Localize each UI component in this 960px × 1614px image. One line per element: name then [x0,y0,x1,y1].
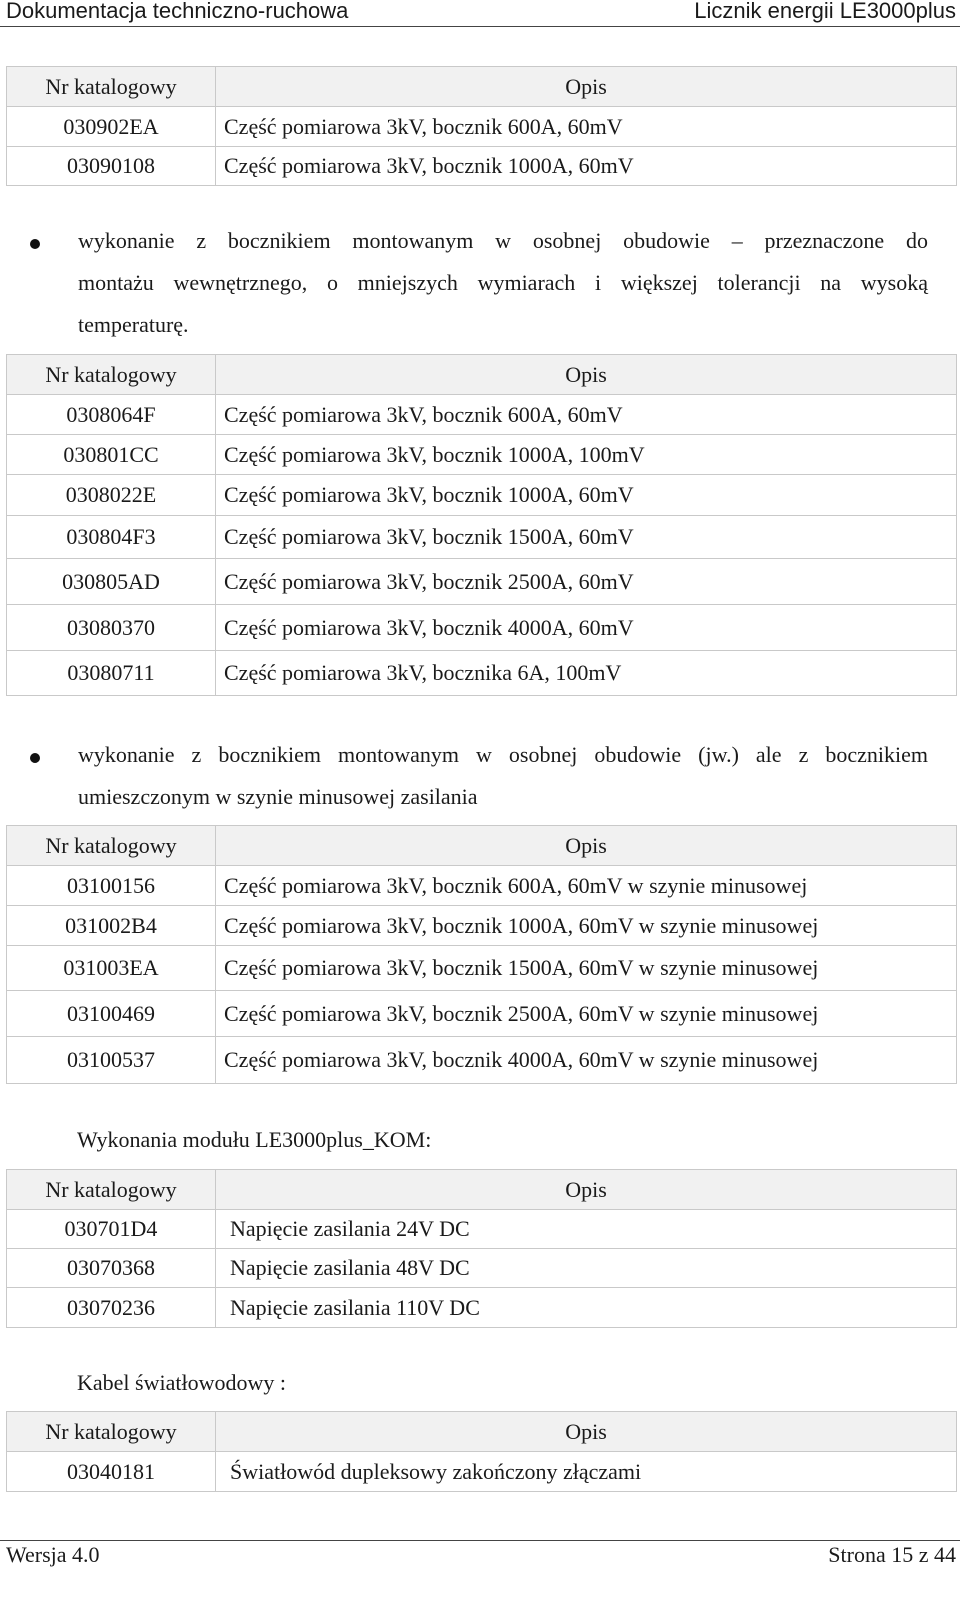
col-header-nr: Nr katalogowy [7,355,216,395]
bullet-1-line-3: temperaturę. [78,312,189,337]
catalog-number: 030902EA [7,107,216,147]
catalog-number: 030701D4 [7,1210,216,1249]
table-row [7,1249,957,1288]
description: Część pomiarowa 3kV, bocznik 4000A, 60mV w szynie minusowej [216,1037,957,1084]
catalog-number: 03040181 [7,1452,216,1492]
catalog-number: 03080370 [7,605,216,651]
description: Napięcie zasilania 48V DC [216,1249,957,1288]
catalog-number: 03100469 [7,991,216,1037]
section-heading-kom: Wykonania modułu LE3000plus_KOM: [77,1127,432,1152]
table-row [7,866,957,906]
col-header-nr: Nr katalogowy [7,67,216,107]
description: Napięcie zasilania 24V DC [216,1210,957,1249]
bullet-icon [30,753,40,763]
description: Część pomiarowa 3kV, bocznik 2500A, 60mV w szynie minusowej [216,991,957,1037]
catalog-number: 030805AD [7,559,216,605]
description: Część pomiarowa 3kV, bocznik 1500A, 60mV [216,516,957,559]
page-footer [0,1540,960,1614]
table-row [7,147,957,186]
table-header-row [7,1170,957,1210]
table-header-row [7,355,957,395]
description: Część pomiarowa 3kV, bocznik 600A, 60mV w szynie minusowej [216,866,957,906]
col-header-opis: Opis [216,1170,957,1210]
catalog-table-1 [6,66,957,186]
catalog-number: 03070368 [7,1249,216,1288]
table-row [7,605,957,651]
table-row [7,107,957,147]
description: Część pomiarowa 3kV, bocznik 600A, 60mV [216,107,957,147]
catalog-table-5 [6,1411,957,1492]
version-label: Wersja 4.0 [6,1542,100,1567]
catalog-number: 03100537 [7,1037,216,1084]
bullet-2-line-1: wykonanie z bocznikiem montowanym w osobnej obudowie (jw.) ale z bocznikiem [78,742,928,767]
description: Napięcie zasilania 110V DC [216,1288,957,1328]
catalog-table-4 [6,1169,957,1328]
section-heading-cable: Kabel światłowodowy : [77,1370,286,1395]
table-row [7,651,957,696]
description: Część pomiarowa 3kV, bocznika 6A, 100mV [216,651,957,696]
table-row [7,1288,957,1328]
table-header-row [7,826,957,866]
table-row [7,1037,957,1084]
catalog-number: 03070236 [7,1288,216,1328]
catalog-table-3 [6,825,957,1084]
table-row [7,1452,957,1492]
bullet-2-line-2: umieszczonym w szynie minusowej zasilania [78,784,478,809]
bullet-icon [30,239,40,249]
col-header-opis: Opis [216,1412,957,1452]
page-header [0,0,960,27]
table-header-row [7,1412,957,1452]
description: Światłowód dupleksowy zakończony złączami [216,1452,957,1492]
table-row [7,395,957,435]
catalog-table-2 [6,354,957,696]
catalog-number: 031002B4 [7,906,216,946]
page-number: Strona 15 z 44 [828,1542,956,1567]
document-title: Dokumentacja techniczno-ruchowa [6,0,349,23]
description: Część pomiarowa 3kV, bocznik 600A, 60mV [216,395,957,435]
catalog-number: 031003EA [7,946,216,991]
description: Część pomiarowa 3kV, bocznik 4000A, 60mV [216,605,957,651]
col-header-opis: Opis [216,826,957,866]
table-row [7,516,957,559]
catalog-number: 03080711 [7,651,216,696]
table-row [7,906,957,946]
table-row [7,946,957,991]
catalog-number: 03100156 [7,866,216,906]
product-name: Licznik energii LE3000plus [694,0,956,23]
table-row [7,1210,957,1249]
catalog-number: 0308064F [7,395,216,435]
col-header-nr: Nr katalogowy [7,826,216,866]
col-header-opis: Opis [216,355,957,395]
catalog-number: 030801CC [7,435,216,475]
catalog-number: 03090108 [7,147,216,186]
description: Część pomiarowa 3kV, bocznik 1500A, 60mV w szynie minusowej [216,946,957,991]
table-row [7,435,957,475]
description: Część pomiarowa 3kV, bocznik 1000A, 60mV [216,475,957,516]
bullet-1-line-2: montażu wewnętrznego, o mniejszych wymiarach i większej tolerancji na wysoką [78,270,928,295]
col-header-opis: Opis [216,67,957,107]
description: Część pomiarowa 3kV, bocznik 1000A, 100mV [216,435,957,475]
col-header-nr: Nr katalogowy [7,1170,216,1210]
description: Część pomiarowa 3kV, bocznik 2500A, 60mV [216,559,957,605]
col-header-nr: Nr katalogowy [7,1412,216,1452]
bullet-1-line-1: wykonanie z bocznikiem montowanym w osobnej obudowie – przeznaczone do [78,228,928,253]
description: Część pomiarowa 3kV, bocznik 1000A, 60mV w szynie minusowej [216,906,957,946]
description: Część pomiarowa 3kV, bocznik 1000A, 60mV [216,147,957,186]
table-row [7,559,957,605]
table-row [7,475,957,516]
table-row [7,991,957,1037]
table-header-row [7,67,957,107]
catalog-number: 030804F3 [7,516,216,559]
catalog-number: 0308022E [7,475,216,516]
